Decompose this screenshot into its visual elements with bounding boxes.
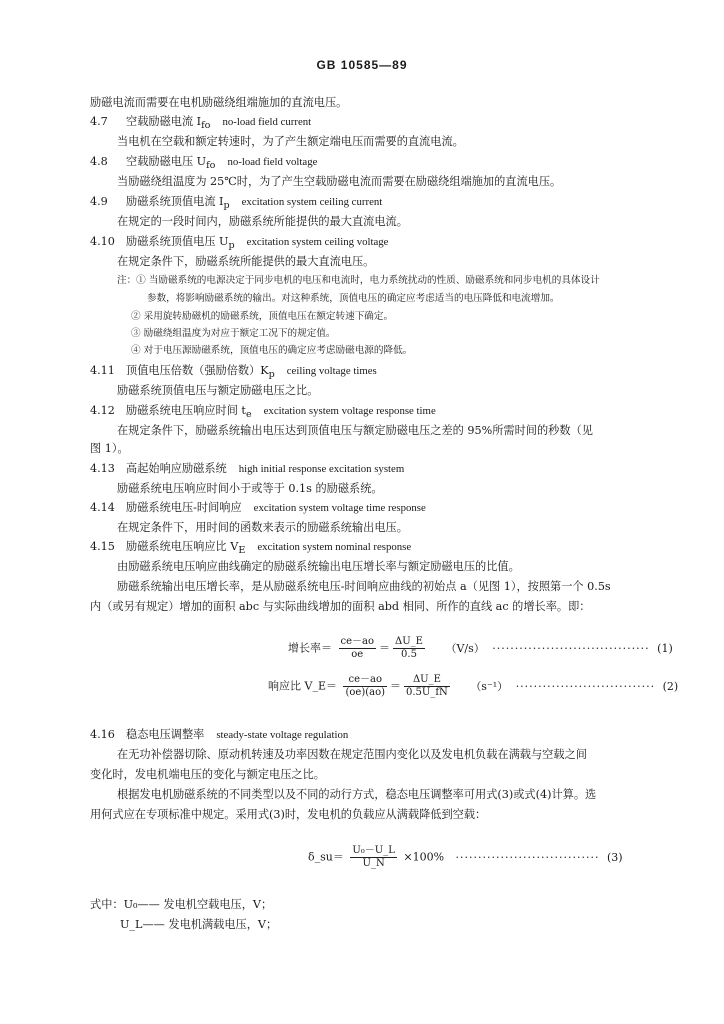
denominator: (oe)(ao) [345,687,386,698]
numerator: ΔU_E [395,636,423,647]
section-number: 4.14 [90,501,115,514]
section-4-15-body: 由励磁系统电压响应曲线确定的励磁系统输出电压增长率与额定励磁电压的比值。 [117,560,520,573]
section-number: 4.16 [90,728,115,741]
numerator: ce－ao [340,636,375,647]
section-4-12-body: 在规定条件下，励磁系统输出电压达到顶值电压与额定励磁电压之差的 95%所需时间的秒数（见 [117,424,593,437]
equation-unit: （V/s） [445,641,485,655]
note-4: ④ 对于电压源励磁系统，顶值电压的确定应考虑励磁电源的降低。 [131,345,413,356]
term-subscript: fo [206,160,216,172]
equation-3 [308,845,623,870]
note-1: 注：① 当励磁系统的电源决定于同步电机的电压和电流时，电力系统扰动的性质、励磁系统和同步电机的具体设计 [117,275,600,286]
section-4-16-body: 在无功补偿器切除、原动机转速及功率因数在规定范围内变化以及发电机负载在满载与空载之间 [117,748,587,761]
section-4-11-heading [90,364,377,382]
section-number: 4.15 [90,540,115,553]
section-4-9-heading [90,195,382,213]
term-zh [126,540,246,557]
section-4-16-body-2: 变化时，发电机端电压的变化与额定电压之比。 [90,768,325,781]
term-subscript: p [228,240,235,252]
section-number: 4.8 [90,155,108,168]
term-zh [126,235,235,252]
fraction [393,636,425,661]
equation-unit: （s⁻¹） [470,679,509,693]
section-4-16-heading [90,728,348,742]
term-zh [126,404,252,421]
equation-number: (1) [657,641,673,655]
section-4-15-body-3: 内（或另有规定）增加的面积 abc 与实际曲线增加的面积 abd 相同、所作的直线 ac 的增长率。即： [90,600,591,613]
term-en: excitation system voltage response time [263,405,436,417]
term-subscript: fo [201,120,211,132]
equation-number: (2) [662,679,679,693]
equation-2: 响应比 V_E＝ $\frac{ce-ao}{(oe)(ao)}$ ＝ $\frac{\Delta U\_E}{0.5U\_fN}$ （s⁻¹） ······························· (2) [268,674,679,698]
section-4-13-body: 励磁系统电压响应时间小于或等于 0.1s 的励磁系统。 [117,482,383,495]
term-zh: 稳态电压调整率 [126,728,205,741]
term-text: 空载励磁电压 U [126,155,207,168]
section-4-8-heading [90,155,317,173]
term-zh [126,195,230,212]
section-4-16-body-3: 根据发电机励磁系统的不同类型以及不同的动行方式，稳态电压调整率可用式(3)或式(4)计算。选 [117,788,597,801]
term-text: 励磁系统顶值电压 U [126,235,229,248]
equation-rhs: ×100% [403,850,445,864]
section-4-7-body: 当电机在空载和额定转速时，为了产生额定端电压而需要的直流电流。 [117,135,464,148]
equation-lhs: δ_su＝ [308,850,344,864]
numerator: ΔU_E [404,674,450,687]
fraction [339,636,377,661]
term-subscript: p [223,200,230,212]
term-en: excitation system voltage time response [253,502,426,514]
section-4-10-body: 在规定条件下，励磁系统所能提供的最大直流电压。 [117,255,375,268]
section-number: 4.12 [90,404,115,417]
symbol-definition-1: 式中：U₀—— 发电机空载电压，V； [90,898,273,911]
term-text: 励磁系统顶值电流 I [126,195,224,208]
section-number: 4.10 [90,235,115,248]
term-en: excitation system ceiling voltage [246,236,389,248]
fraction [343,674,387,699]
term-subscript: p [268,369,275,381]
term-subscript: E [238,545,246,557]
term-zh [126,155,216,172]
equation-1: 增长率＝ $\frac{ce-ao}{oe}$ ＝ $\frac{\Delta U\_E}{0.5}$ （V/s） ··································· (1) [288,636,673,660]
equation-lhs: 增长率＝ [288,641,332,655]
page-header: GB 10585—89 [316,58,408,72]
term-zh [126,115,211,132]
section-4-13-heading [90,462,404,476]
term-zh: 励磁系统电压-时间响应 [126,501,242,514]
section-4-16-body-4: 用何式应在专项标准中规定。采用式(3)时，发电机的负载应从满载降低到空载： [90,808,487,821]
term-zh: 高起始响应励磁系统 [126,462,227,475]
fraction [350,845,397,870]
term-zh [126,364,275,381]
denominator: 0.5 [401,649,417,660]
section-number: 4.13 [90,462,115,475]
section-4-15-heading [90,540,411,558]
section-number: 4.11 [90,364,115,377]
section-4-14-body: 在规定条件下，用时间的函数来表示的励磁系统输出电压。 [117,521,408,534]
fraction [404,674,450,699]
term-subscript: e [245,409,252,421]
term-en: ceiling voltage times [286,365,377,377]
note-1-continued: 参数，将影响励磁系统的输出。对这种系统，顶值电压的确定应考虑适当的电压降低和电流增加。 [147,293,560,304]
section-4-14-heading [90,501,426,515]
denominator: oe [351,649,364,660]
numerator: ce－ao [343,674,387,687]
term-en: steady-state voltage regulation [216,729,349,741]
section-4-10-heading [90,235,388,253]
section-number: 4.9 [90,195,108,208]
leader-dots: ······························· [515,679,656,693]
continuation-line: 励磁电流而需要在电机励磁绕组端施加的直流电压。 [90,96,348,109]
denominator: U_N [362,858,385,869]
numerator: U₀－U_L [352,845,395,856]
denominator: 0.5U_fN [406,687,448,698]
leader-dots: ································ [455,850,600,864]
section-number: 4.7 [90,115,108,128]
section-4-11-body: 励磁系统顶值电压与额定励磁电压之比。 [117,384,319,397]
term-text: 励磁系统电压响应比 V [126,540,239,553]
term-en: no-load field voltage [227,156,318,168]
term-en: high initial response excitation system [238,463,405,475]
term-en: excitation system nominal response [257,541,412,553]
term-text: 励磁系统电压响应时间 t [126,404,246,417]
section-4-7-heading [90,115,311,133]
note-3: ③ 励磁绕组温度为对应于额定工况下的规定值。 [131,328,336,339]
note-2: ② 采用旋转励磁机的励磁系统，顶值电压在额定转速下确定。 [131,311,394,322]
section-4-9-body: 在规定的一段时间内，励磁系统所能提供的最大直流电流。 [117,215,408,228]
section-4-12-heading [90,404,436,422]
leader-dots: ··································· [492,641,650,655]
equation-number: (3) [606,850,623,864]
section-4-12-body-continued: 图 1）。 [90,442,129,455]
section-4-15-body-2: 励磁系统输出电压增长率，是从励磁系统电压-时间响应曲线的初始点 a（见图 1），按照第一个 0.5s [117,580,611,593]
term-text: 空载励磁电流 I [126,115,202,128]
term-en: no-load field current [222,116,312,128]
term-text: 顶值电压倍数（强励倍数）K [126,364,269,377]
term-en: excitation system ceiling current [241,196,383,208]
symbol-definition-2: U_L—— 发电机满载电压，V； [120,918,278,931]
section-4-8-body: 当励磁绕组温度为 25℃时，为了产生空载励磁电流而需要在励磁绕组端施加的直流电压。 [117,175,562,188]
equation-lhs: 响应比 V_E＝ [268,679,337,693]
